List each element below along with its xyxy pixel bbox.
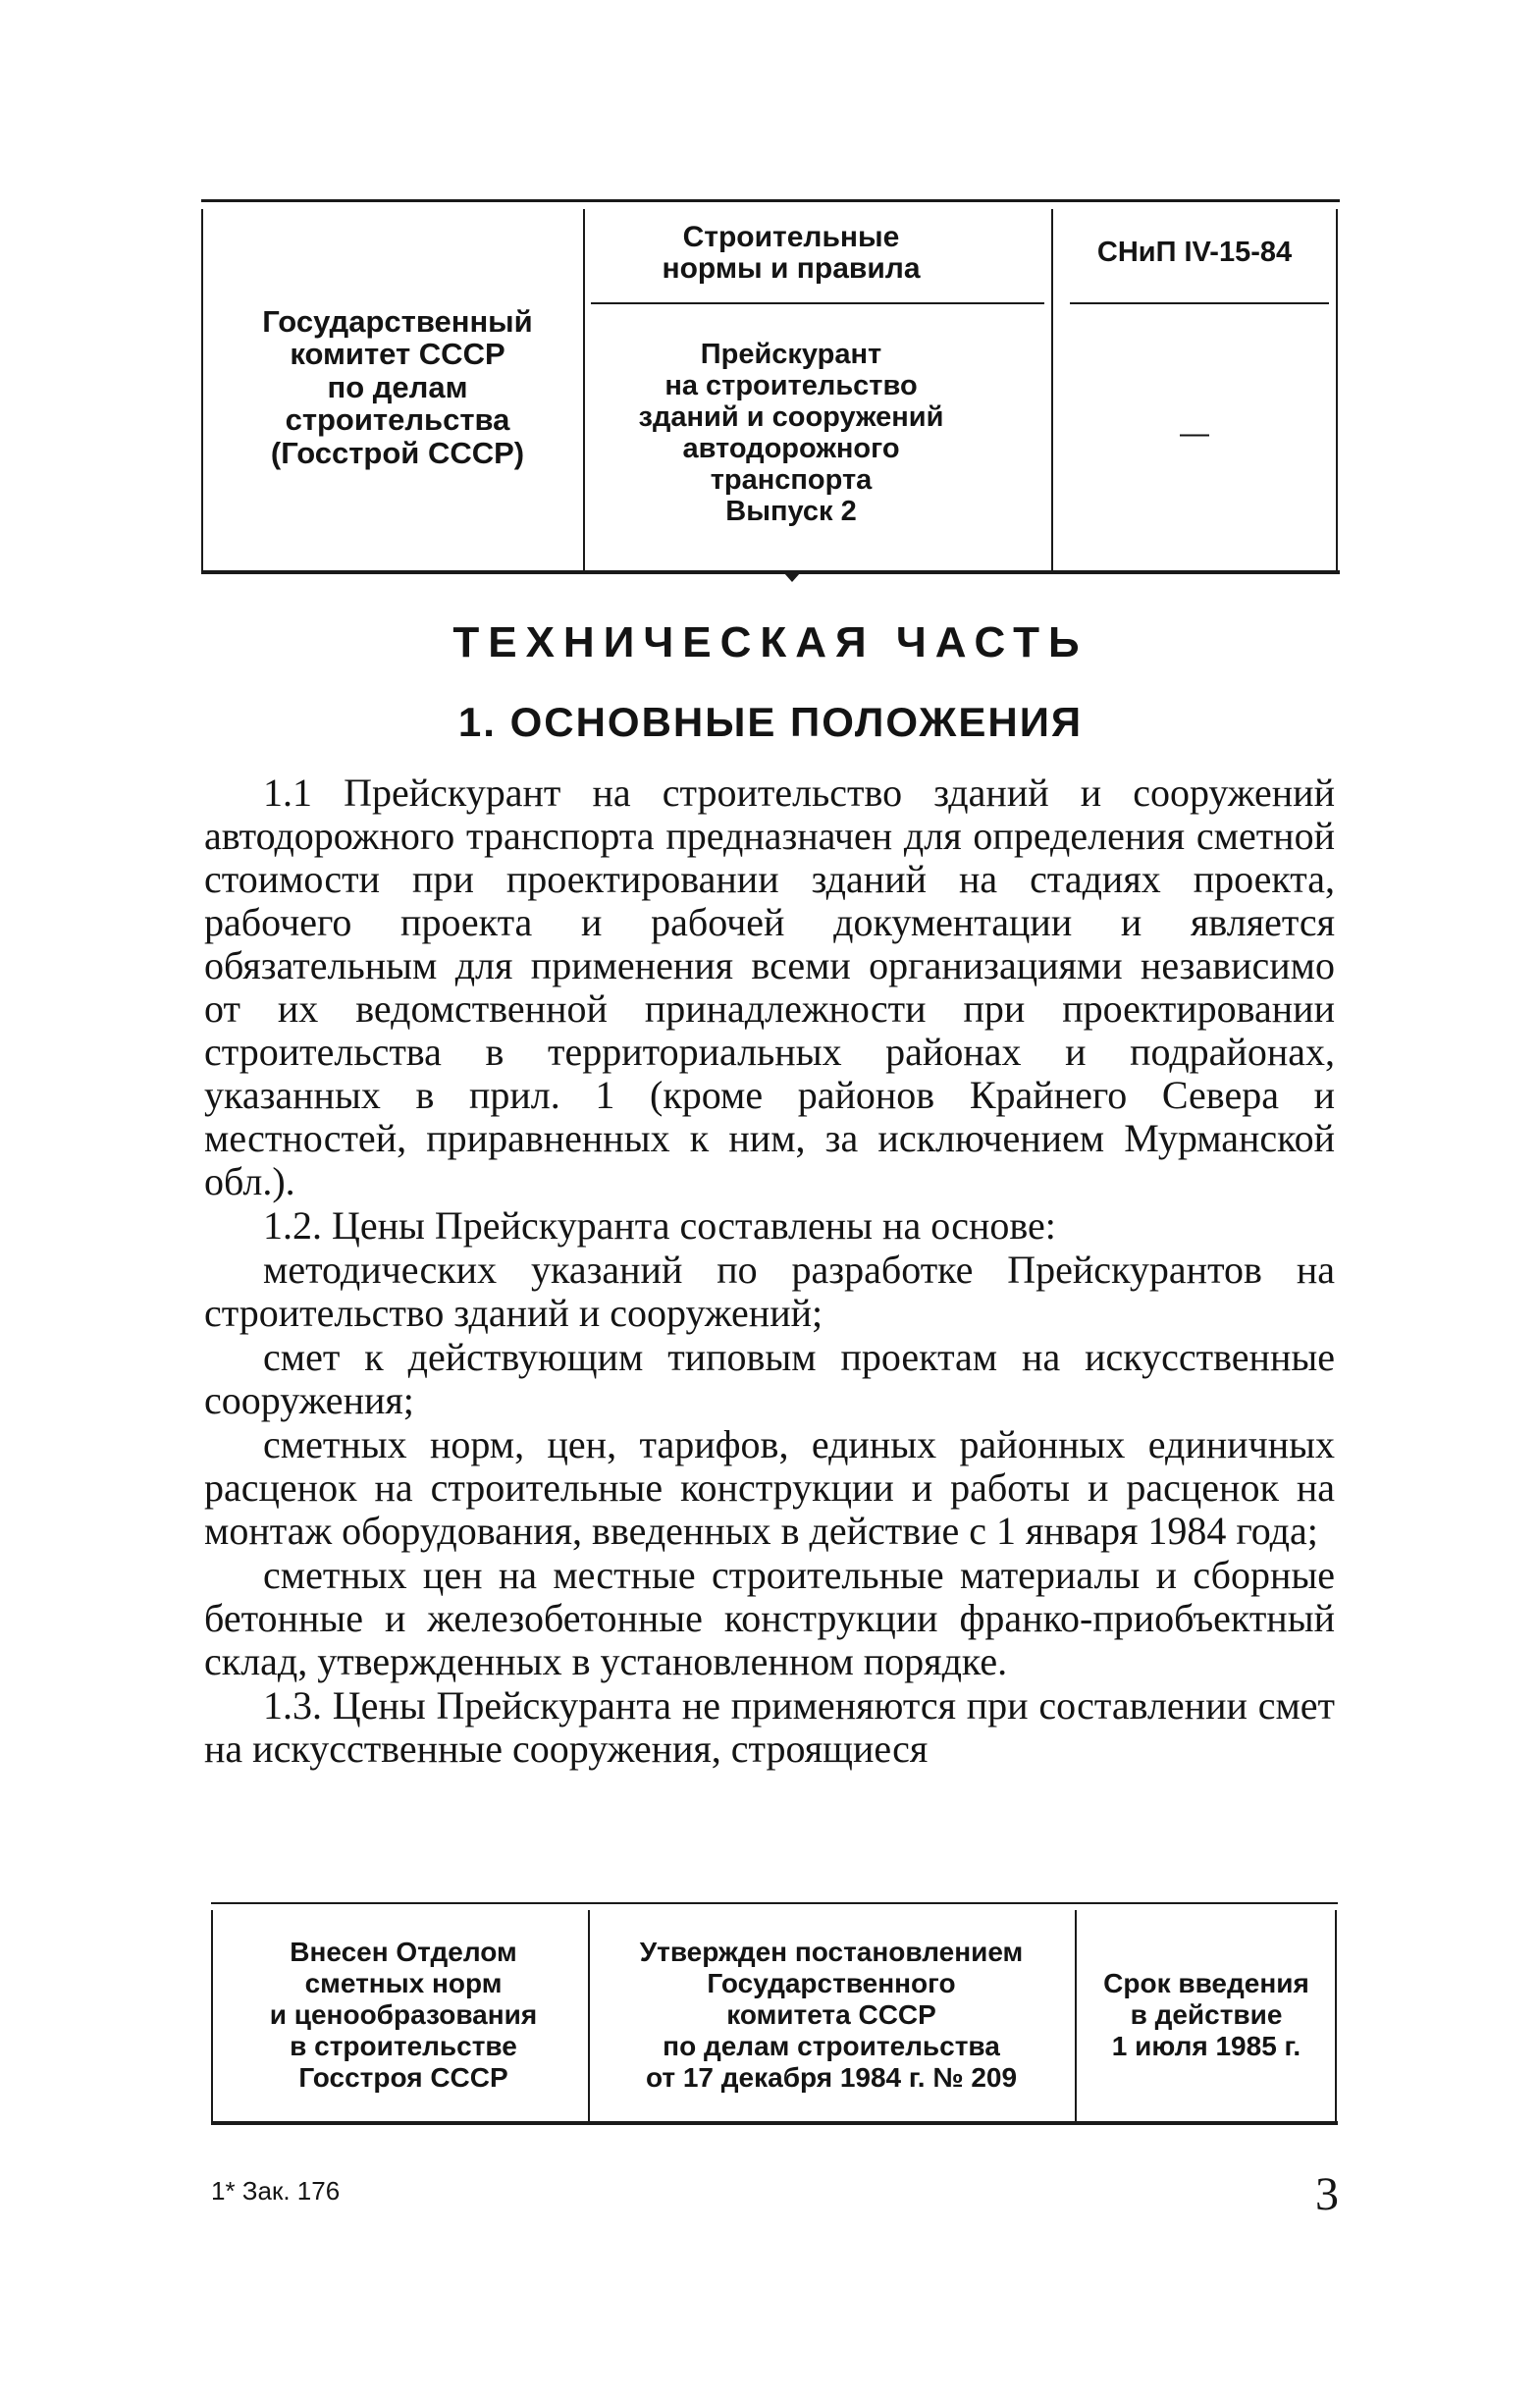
body-text (204, 771, 1335, 1772)
header-arrow-mark (784, 573, 800, 582)
norm-type (586, 213, 996, 293)
header-middle-rule (591, 302, 1044, 304)
doc-title-line: транспорта (710, 463, 873, 496)
approval-border-left (211, 1910, 213, 2123)
paragraph-1-1: 1.1 Прейскурант на строительство зданий и сооружений автодорожного транспорта предназначен для определения сметной стоимости при проектировании зданий на стадиях проекта, рабочего проекта и рабочей документации и является обязательным для применения всеми организациями независимо от их ведомственной принадлежности при проектировании строительства в территориальных районах и подрайонах, указанных в прил. 1 (кроме районов Крайнего Севера и местностей, приравненных к ним, за исключением Мурманской обл.). (204, 771, 1335, 1203)
doc-title-line: Выпуск 2 (725, 495, 857, 527)
header-right-rule (1070, 302, 1329, 304)
introduced-line: в строительстве (290, 2031, 517, 2062)
approved-line: Утвержден постановлением (639, 1936, 1024, 1967)
norm-type-line: нормы и правила (662, 252, 921, 285)
agency-line: строительства (285, 402, 510, 438)
header-border-left (201, 209, 203, 572)
page-number: 3 (1315, 2168, 1339, 2220)
effective-line: в действие (1130, 1998, 1283, 2030)
document-code (1057, 213, 1332, 293)
header-table (201, 199, 1340, 582)
norm-type-line: Строительные (682, 220, 900, 253)
header-top-rule (201, 199, 1340, 202)
effective-line: 1 июля 1985 г. (1111, 2031, 1301, 2062)
approved-line: от 17 декабря 1984 г. № 209 (645, 2062, 1018, 2094)
approval-table (211, 1902, 1338, 2130)
approved-line: комитета СССР (726, 1998, 936, 2030)
approved-line: Государственного (707, 1967, 956, 1998)
introduced-line: Внесен Отделом (290, 1936, 517, 1967)
section-heading: ТЕХНИЧЕСКАЯ ЧАСТЬ (452, 618, 1089, 666)
list-item: смет к действующим типовым проектам на искусственные сооружения; (204, 1335, 1335, 1422)
paragraph-1-3: 1.3. Цены Прейскуранта не применяются при составлении смет на искусственные сооружения, строящиеся (204, 1683, 1335, 1771)
agency-line: по делам (327, 369, 468, 404)
document-title (586, 305, 996, 562)
header-border-right (1336, 209, 1338, 572)
introduced-line: сметных норм (304, 1967, 503, 1998)
document-code-extra (1057, 305, 1332, 562)
agency-line: Государственный (262, 303, 533, 339)
introduced-line: Госстроя СССР (298, 2062, 508, 2094)
effective-date (1077, 1912, 1336, 2118)
introduced-by (221, 1912, 586, 2118)
approved-by (590, 1912, 1073, 2118)
doc-title-line: Прейскурант (700, 339, 882, 371)
subsection-heading: 1. ОСНОВНЫЕ ПОЛОЖЕНИЯ (457, 699, 1084, 745)
effective-line: Срок введения (1103, 1967, 1309, 1998)
document-code-text: СНиП IV-15-84 (1096, 237, 1293, 269)
header-bottom-rule (201, 570, 1340, 574)
approval-bottom-rule (211, 2121, 1338, 2125)
header-divider-1 (583, 209, 585, 572)
paragraph-1-2: 1.2. Цены Прейскуранта составлены на основе: (263, 1203, 1056, 1248)
doc-title-line: зданий и сооружений (638, 401, 944, 434)
introduced-line: и ценообразования (269, 1998, 538, 2030)
agency-line: комитет СССР (290, 337, 505, 372)
list-item: сметных цен на местные строительные материалы и сборные бетонные и железобетонные конструкции франко-приобъектный склад, утвержденных в установленном порядке. (204, 1553, 1335, 1683)
approval-top-rule (211, 1902, 1338, 1904)
doc-title-line: автодорожного (682, 433, 900, 464)
agency-line: (Госстрой СССР) (270, 435, 525, 470)
list-item: методических указаний по разработке Прейскурантов на строительство зданий и сооружений; (204, 1248, 1335, 1335)
document-code-extra-text: — (1180, 416, 1209, 450)
order-note: 1* Зак. 176 (211, 2176, 341, 2206)
list-item: сметных норм, цен, тарифов, единых районных единичных расценок на строительные конструкции и работы и расценок на монтаж оборудования, введенных в действие с 1 января 1984 года; (204, 1422, 1335, 1553)
issuing-agency (213, 213, 582, 561)
approved-line: по делам строительства (663, 2031, 1000, 2062)
doc-title-line: на строительство (664, 370, 918, 402)
header-divider-2 (1051, 209, 1053, 572)
